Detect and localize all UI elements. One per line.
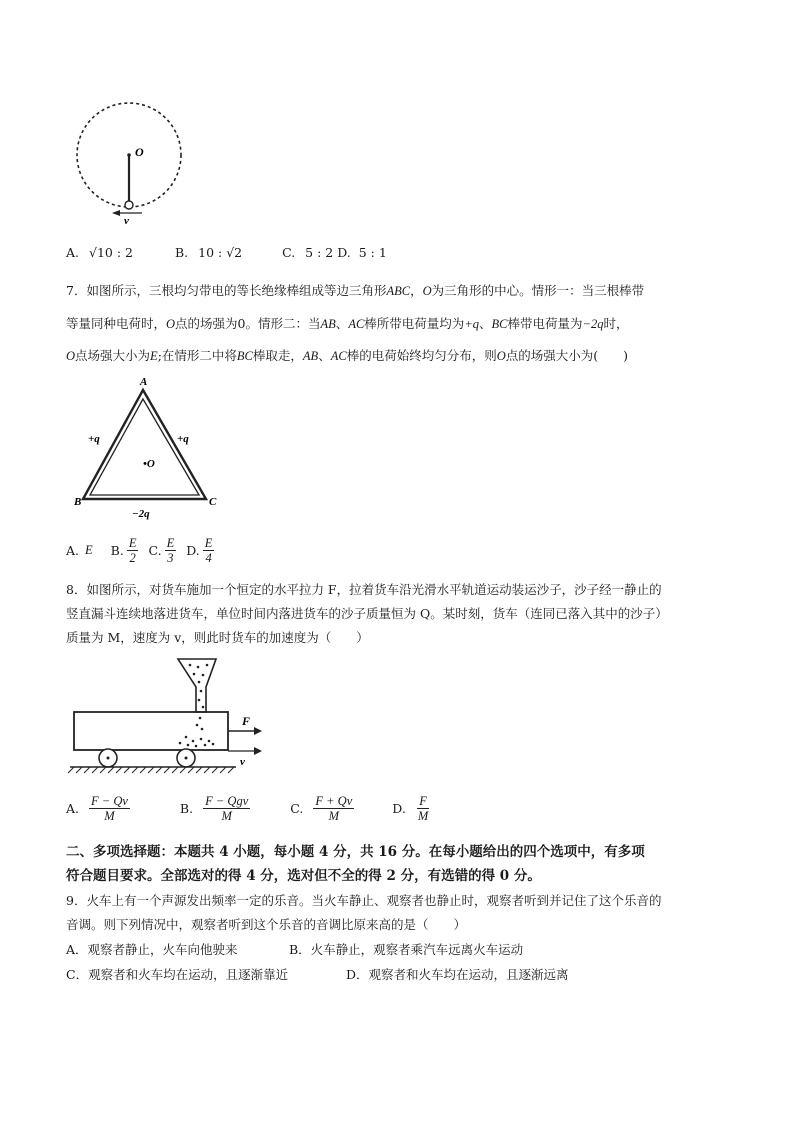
q7-symbol: O <box>166 317 176 331</box>
q7-symbol: AB <box>320 317 336 331</box>
q6-opt-a-value: √10 : 2 <box>89 245 133 260</box>
q7-opt-a-label: A. <box>66 543 80 559</box>
section2-heading-line-1: 二、多项选择题：本题共 4 小题，每小题 4 分，共 16 分。在每小题给出的四个选项中，有多项 <box>66 844 645 860</box>
q7-text: 等量同种电荷时， <box>66 316 167 331</box>
q7-opt-b-label: B. <box>110 543 124 559</box>
velocity-v-label: v <box>240 756 245 768</box>
q7-text: 棒取走， <box>252 348 303 363</box>
q8-line-3: 质量为 M，速度为 v，则此时货车的加速度为（ ） <box>66 630 369 645</box>
q7-opt-a-value: E <box>85 543 93 558</box>
circle-o-label: O <box>135 145 144 159</box>
q7-symbol: AB <box>302 349 319 363</box>
q7-text: 点场强大小为 <box>75 348 151 363</box>
q7-symbol: BC <box>236 349 253 363</box>
q7-symbol: E <box>150 349 158 363</box>
vertex-c-label: C <box>209 496 217 508</box>
charge-left-label: +q <box>88 433 100 445</box>
q9-opt-c: C．观察者和火车均在运动，且逐渐靠近 <box>66 967 289 982</box>
q7-symbol: +q <box>464 317 479 331</box>
q7-symbol: O <box>496 349 506 363</box>
q8-opt-b-fraction: $\frac{\text{F − Qgv}}{M}$ <box>205 794 249 824</box>
q7-text: 点的场强大小为( ) <box>505 348 628 363</box>
q7-symbol: BC <box>491 317 508 331</box>
q6-opt-d-value: 5 : 1 <box>358 245 387 260</box>
q8-opt-d-fraction: $\frac{F}{M}$ <box>417 794 429 824</box>
q7-text: 为三角形的中心。情形一：当三根棒带 <box>431 283 645 298</box>
q7-text: 点的场强为0。情形二：当 <box>175 316 321 331</box>
q7-text: ;在情形二中将 <box>157 348 237 363</box>
q8-opt-d-label: D. <box>392 801 406 817</box>
triangle-figure <box>74 372 230 522</box>
q7-opt-b-fraction: $\frac{E}{2}$ <box>128 536 137 566</box>
q7-text: 、 <box>318 348 331 363</box>
charge-right-label: +q <box>177 433 189 445</box>
q6-opt-c-value: 5 : 2 D. <box>305 245 351 260</box>
q8-options <box>66 794 430 824</box>
q8-line-2: 竖直漏斗连续地落进货车，单位时间内落进货车的沙子质量恒为 Q。某时刻，货车（连同已落入其中的沙子） <box>66 606 668 621</box>
q7-line-1 <box>66 281 644 299</box>
q8-line-1: 8．如图所示，对货车施加一个恒定的水平拉力 F，拉着货车沿光滑水平轨道运动装运沙子，沙子经一静止的 <box>66 582 662 597</box>
section2-heading-line-2: 符合题目要求。全部选对的得 4 分，选对但不全的得 2 分，有选错的得 0 分。 <box>66 868 541 884</box>
q7-text: 棒所带电荷量均为 <box>364 316 465 331</box>
q8-opt-a-fraction: $\frac{F - Qv}{M}$ <box>91 794 128 824</box>
q7-symbol: AC <box>348 317 365 331</box>
q9-options-row-2 <box>66 965 569 983</box>
q7-symbol: −2q <box>582 317 604 331</box>
q7-opt-d-label: D. <box>186 543 200 559</box>
q7-options <box>66 536 217 566</box>
q8-opt-a-label: A. <box>66 801 80 817</box>
q9-line-2: 音调。则下列情况中，观察者听到这个乐音的音调比原来高的是（ ） <box>66 917 467 932</box>
force-f-label: F <box>242 714 251 728</box>
q6-opt-b-label: B. <box>174 245 189 260</box>
q7-text: 7．如图所示，三根均匀带电的等长绝缘棒组成等边三角形 <box>66 283 387 298</box>
q7-text: 棒带电荷量为 <box>507 316 583 331</box>
q7-text: 时， <box>603 316 629 331</box>
q6-options <box>66 245 387 260</box>
q7-text: 、 <box>479 316 492 331</box>
q6-opt-b-value: 10 : √2 <box>198 245 243 260</box>
vertex-b-label: B <box>74 496 82 508</box>
q7-opt-c-label: C. <box>148 543 162 559</box>
vertex-a-label: A <box>140 376 148 388</box>
q9-opt-d: D．观察者和火车均在运动，且逐渐远离 <box>346 967 569 982</box>
q7-opt-c-fraction: $\frac{E}{3}$ <box>166 536 175 566</box>
q7-line-3 <box>66 346 628 364</box>
q7-text: 棒的电荷始终均匀分布，则 <box>346 348 497 363</box>
q9-opt-a: A．观察者静止，火车向他驶来 <box>66 942 238 957</box>
q6-opt-a-label: A. <box>66 245 80 260</box>
q7-symbol: O <box>66 349 76 363</box>
q7-symbol: O <box>422 284 432 298</box>
q6-opt-c-label: C. <box>282 245 296 260</box>
center-o-label: •O <box>143 458 155 470</box>
circle-figure <box>70 100 190 225</box>
q7-symbol: AC <box>330 349 347 363</box>
cart-figure <box>68 655 268 775</box>
q7-text: ， <box>410 283 423 298</box>
q9-options-row-1 <box>66 940 523 958</box>
q8-opt-c-label: C. <box>290 801 304 817</box>
q7-line-2 <box>66 314 628 332</box>
q7-text: 、 <box>335 316 349 331</box>
q8-opt-b-label: B. <box>179 801 194 817</box>
q7-opt-d-fraction: $\frac{E}{4}$ <box>204 536 213 566</box>
q9-opt-b: B．火车静止，观察者乘汽车远离火车运动 <box>289 942 524 957</box>
charge-bottom-label: −2q <box>132 508 150 520</box>
circle-v-label: v <box>124 215 129 227</box>
q8-opt-c-fraction: $\frac{F + Qv}{M}$ <box>315 794 353 824</box>
q9-line-1: 9．火车上有一个声源发出频率一定的乐音。当火车静止、观察者也静止时，观察者听到并记住了这个乐音的 <box>66 893 662 908</box>
q7-symbol: ABC <box>386 284 411 298</box>
